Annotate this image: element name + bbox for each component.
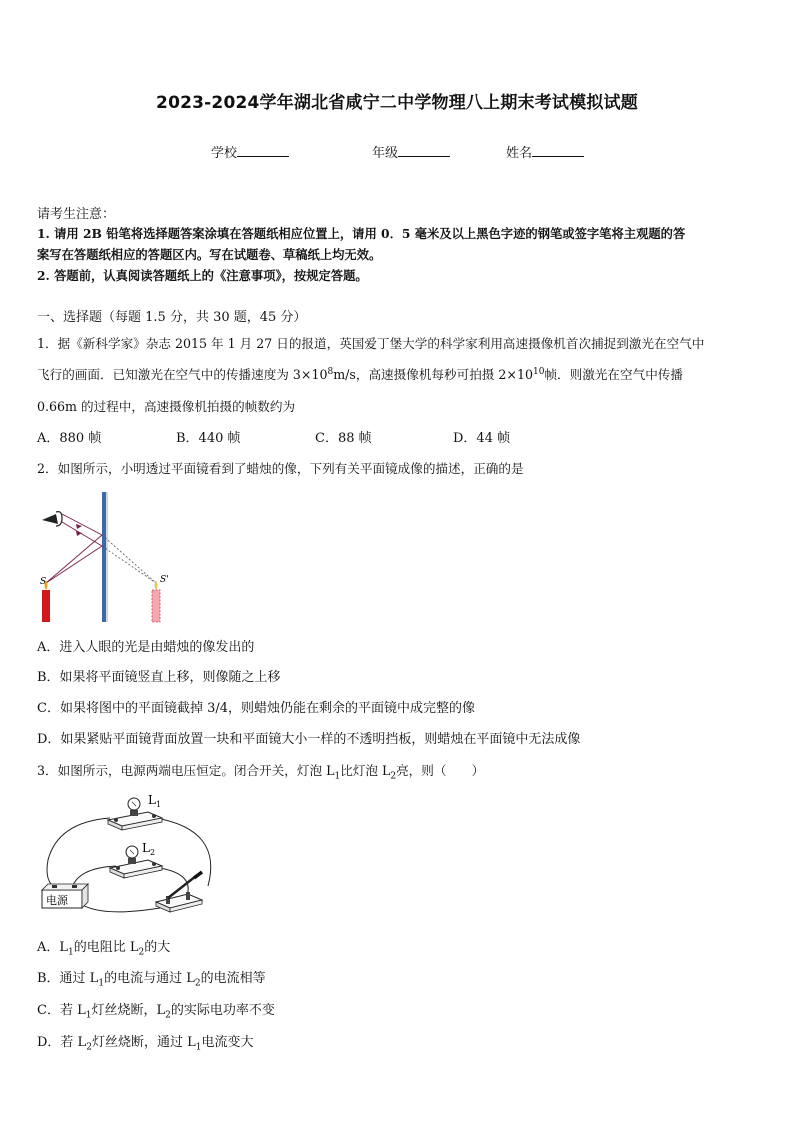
name-field — [506, 142, 584, 161]
q1-line-2a: 飞行的画面．已知激光在空气中的传播速度为 3×10 — [37, 367, 328, 382]
q3-option-a: A．$L_1$的电阻比 $L_2$的大 — [37, 940, 171, 958]
school-field — [211, 142, 289, 161]
page-title: 2023-2024学年湖北省咸宁二中学物理八上期末考试模拟试题 — [156, 93, 638, 113]
q2-option-d: D．如果紧贴平面镜背面放置一块和平面镜大小一样的不透明挡板，则蜡烛在平面镜中无法成像 — [37, 732, 581, 747]
q3-stem-b: 比灯泡 L — [340, 763, 391, 778]
q1-option-d: D．44 帧 — [453, 431, 511, 446]
q2-option-a: A．进入人眼的光是由蜡烛的像发出的 — [37, 640, 255, 655]
section-heading: 一、选择题（每题 1.5 分，共 30 题，45 分） — [37, 310, 307, 325]
virtual-rays — [102, 535, 156, 583]
q3-option-d: D．若 $L_2$灯丝烧断，通过 $L_1$电流变大 — [37, 1035, 254, 1053]
eye-icon — [42, 512, 62, 526]
label-l2: $L_2$ — [142, 841, 156, 857]
q3-stem — [37, 760, 485, 782]
q1-line-2c: 帧．则激光在空气中传播 — [544, 367, 683, 382]
q1-option-b: B．440 帧 — [176, 431, 241, 446]
q3-stem-a: 3．如图所示，电源两端电压恒定。闭合开关，灯泡 L — [37, 763, 335, 778]
label-l1: $L_1$ — [148, 793, 162, 809]
q3-option-b: B．通过 $L_1$的电流与通过 $L_2$的电流相等 — [37, 971, 266, 989]
q2-option-b: B．如果将平面镜竖直上移，则像随之上移 — [37, 670, 281, 685]
grade-blank — [398, 144, 450, 157]
q2-option-c: C．如果将图中的平面镜截掉 3/4，则蜡烛仍能在剩余的平面镜中成完整的像 — [37, 701, 476, 716]
q1-exp-2: 10 — [532, 366, 545, 377]
notice-heading: 请考生注意： — [37, 207, 116, 222]
notice-item-1-cont: 案写在答题纸相应的答题区内。写在试题卷、草稿纸上均无效。 — [37, 247, 382, 262]
q1-exp-1: 8 — [327, 366, 334, 377]
label-s: S — [40, 577, 47, 587]
q3-stem-c: 亮，则（ ） — [396, 763, 485, 778]
grade-field — [372, 142, 450, 161]
q3-sub-1: 1 — [334, 771, 341, 782]
label-s-prime: S' — [160, 575, 169, 585]
q1-line-3: 0.66m 的过程中，高速摄像机拍摄的帧数约为 — [37, 399, 296, 414]
name-blank — [532, 144, 584, 157]
plane-mirror — [102, 492, 106, 622]
circuit-figure — [38, 790, 238, 920]
label-source: 电源 — [46, 894, 68, 907]
q1-option-c: C．88 帧 — [315, 431, 372, 446]
light-rays — [46, 514, 102, 583]
q3-sub-2: 2 — [390, 771, 397, 782]
school-label: 学校 — [211, 146, 238, 161]
q1-option-a: A．880 帧 — [37, 431, 102, 446]
mirror-figure — [36, 490, 176, 624]
grade-label: 年级 — [372, 146, 399, 161]
q2-stem: 2．如图所示，小明透过平面镜看到了蜡烛的像，下列有关平面镜成像的描述，正确的是 — [37, 461, 524, 476]
notice-item-1: 1. 请用 2B 铅笔将选择题答案涂填在答题纸相应位置上，请用 0．5 毫米及以上黑色字迹的钢笔或签字笔将主观题的答 — [37, 226, 686, 241]
school-blank — [237, 144, 289, 157]
candle-image — [152, 580, 160, 622]
notice-item-2: 2. 答题前，认真阅读答题纸上的《注意事项》，按规定答题。 — [37, 268, 368, 283]
q1-line-2 — [37, 364, 683, 383]
name-label: 姓名 — [506, 146, 533, 161]
q3-option-c: C．若 $L_1$灯丝烧断，$L_2$的实际电功率不变 — [37, 1003, 275, 1021]
q1-line-1: 1．据《新科学家》杂志 2015 年 1 月 27 日的报道，英国爱丁堡大学的科学家利用高速摄像机首次捕捉到激光在空气中 — [37, 336, 705, 351]
switch — [156, 872, 202, 912]
q1-line-2b: m/s，高速摄像机每秒可拍摄 2×10 — [333, 367, 533, 382]
